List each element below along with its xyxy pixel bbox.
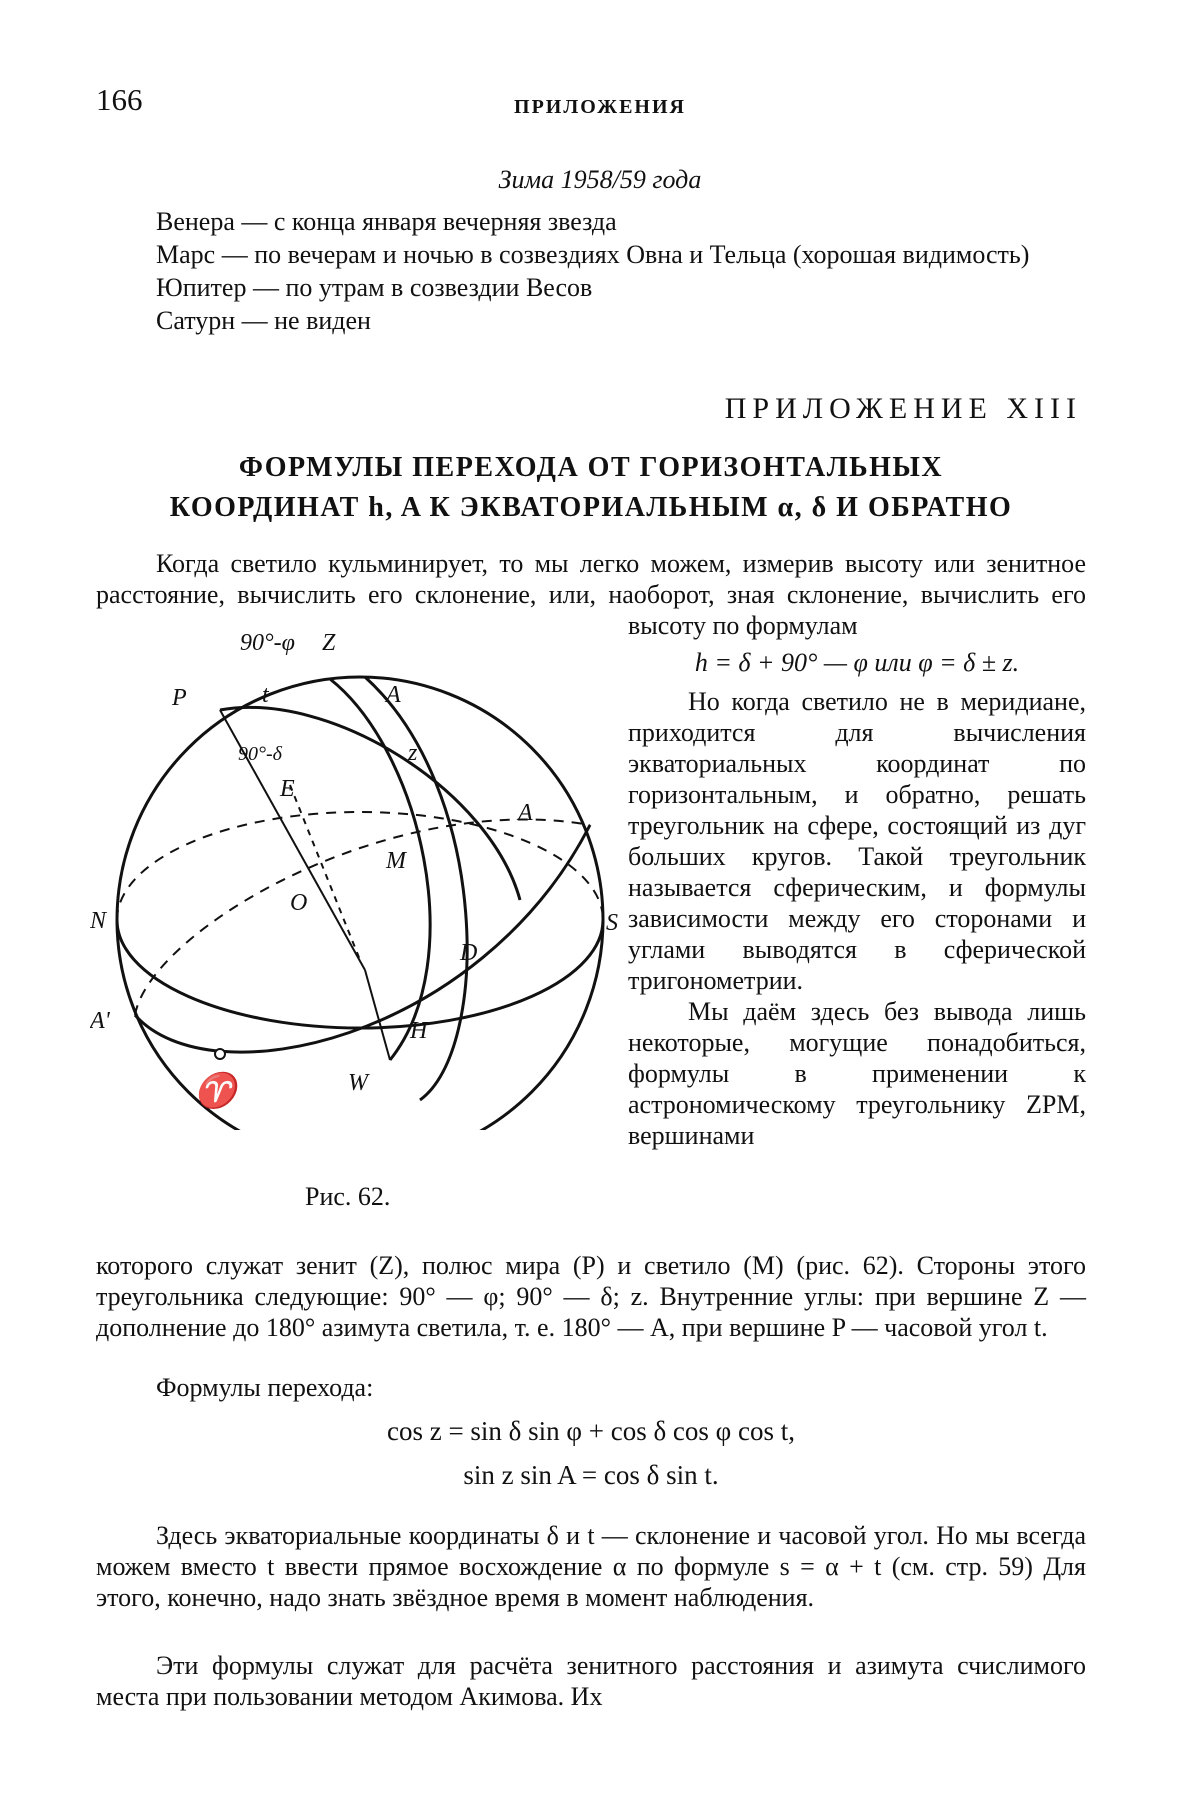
para-right-1: Но когда светило не в меридиане, приходится для вычисления экваториальных координат по горизонтальным, и обратно, решать треугольник на сфере, состоящий из дуг больших кругов. Такой треугольник называется сферическим, и формулы зависимости между его сторонами и углами выводятся в сферической тригонометрии. bbox=[628, 687, 1086, 995]
figure-caption: Рис. 62. bbox=[305, 1182, 391, 1211]
label-z: z bbox=[408, 740, 418, 766]
aries-point bbox=[215, 1049, 225, 1059]
celestial-sphere-figure bbox=[90, 630, 625, 1130]
label-t: t bbox=[262, 682, 269, 708]
planet-mars: Марс — по вечерам и ночью в созвездиях Овна и Тельца (хорошая видимость) bbox=[156, 240, 1030, 269]
para-full-3: Эти формулы служат для расчёта зенитного расстояния и азимута счислимого места при пользовании методом Акимова. Их bbox=[96, 1651, 1086, 1711]
label-A-point: A bbox=[518, 800, 533, 826]
label-O: O bbox=[290, 890, 308, 916]
planet-venus: Венера — с конца января вечерняя звезда bbox=[156, 207, 617, 236]
label-S: S bbox=[606, 910, 618, 936]
label-P: P bbox=[172, 685, 187, 711]
planet-jupiter: Юпитер — по утрам в созвездии Весов bbox=[156, 273, 593, 302]
para-right-2: Мы даём здесь без вывода лишь некоторые, могущие понадобиться, формулы в применении к астрономическому треугольнику ZPM, вершинами bbox=[628, 997, 1086, 1150]
label-angle-top: 90°-φ bbox=[240, 630, 295, 656]
para-full-2: Здесь экваториальные координаты δ и t — склонение и часовой угол. Но мы всегда можем вместо t ввести прямое восхождение α по формуле s = α + t (см. стр. 59) Для этого, конечно, надо знать звёздное время в момент наблюдения. bbox=[96, 1521, 1086, 1612]
label-H: H bbox=[410, 1018, 428, 1044]
label-N: N bbox=[90, 908, 107, 934]
label-D: D bbox=[460, 940, 478, 966]
planet-list bbox=[96, 205, 1086, 337]
formula-simple: h = δ + 90° — φ или φ = δ ± z. bbox=[694, 648, 1020, 677]
formula-sin-z-sin-a: sin z sin A = cos δ sin t. bbox=[463, 1460, 719, 1490]
label-E: E bbox=[280, 776, 295, 802]
page-number: 166 bbox=[96, 82, 143, 117]
intro-text: Когда светило кульминирует, то мы легко можем, измерив высоту или зенитное расстояние, вычислить его склонение, или, наоборот, зная склонение, вычислить его высоту по формулам bbox=[96, 549, 1086, 640]
formula-cos-z: cos z = sin δ sin φ + cos δ cos φ cos t, bbox=[386, 1416, 796, 1446]
para-full-1: которого служат зенит (Z), полюс мира (P) и светило (M) (рис. 62). Стороны этого треугольника следующие: 90° — φ; 90° — δ; z. Внутренние углы: при вершине Z — дополнение до 180° азимута светила, т. е. 180° — A, при вершине P — часовой угол t. bbox=[96, 1251, 1086, 1342]
section-heading-line-1: ФОРМУЛЫ ПЕРЕХОДА ОТ ГОРИЗОНТАЛЬНЫХ bbox=[238, 452, 944, 483]
label-A-angle: A bbox=[386, 682, 401, 708]
aries-symbol: ♈ bbox=[194, 1073, 237, 1110]
label-90-delta: 90°-δ bbox=[238, 743, 282, 765]
label-M: M bbox=[386, 848, 406, 874]
label-W: W bbox=[348, 1070, 368, 1096]
label-A-prime: A' bbox=[90, 1008, 110, 1034]
label-Z: Z bbox=[322, 630, 336, 656]
formulas-label: Формулы перехода: bbox=[156, 1373, 374, 1402]
planet-saturn: Сатурн — не виден bbox=[156, 306, 371, 335]
running-head: ПРИЛОЖЕНИЯ bbox=[514, 96, 686, 118]
season-title: Зима 1958/59 года bbox=[498, 165, 702, 194]
section-heading-line-2: КООРДИНАТ h, A К ЭКВАТОРИАЛЬНЫМ α, δ И ОБРАТНО bbox=[169, 492, 1013, 523]
appendix-label: ПРИЛОЖЕНИЕ XIII bbox=[724, 392, 1082, 425]
